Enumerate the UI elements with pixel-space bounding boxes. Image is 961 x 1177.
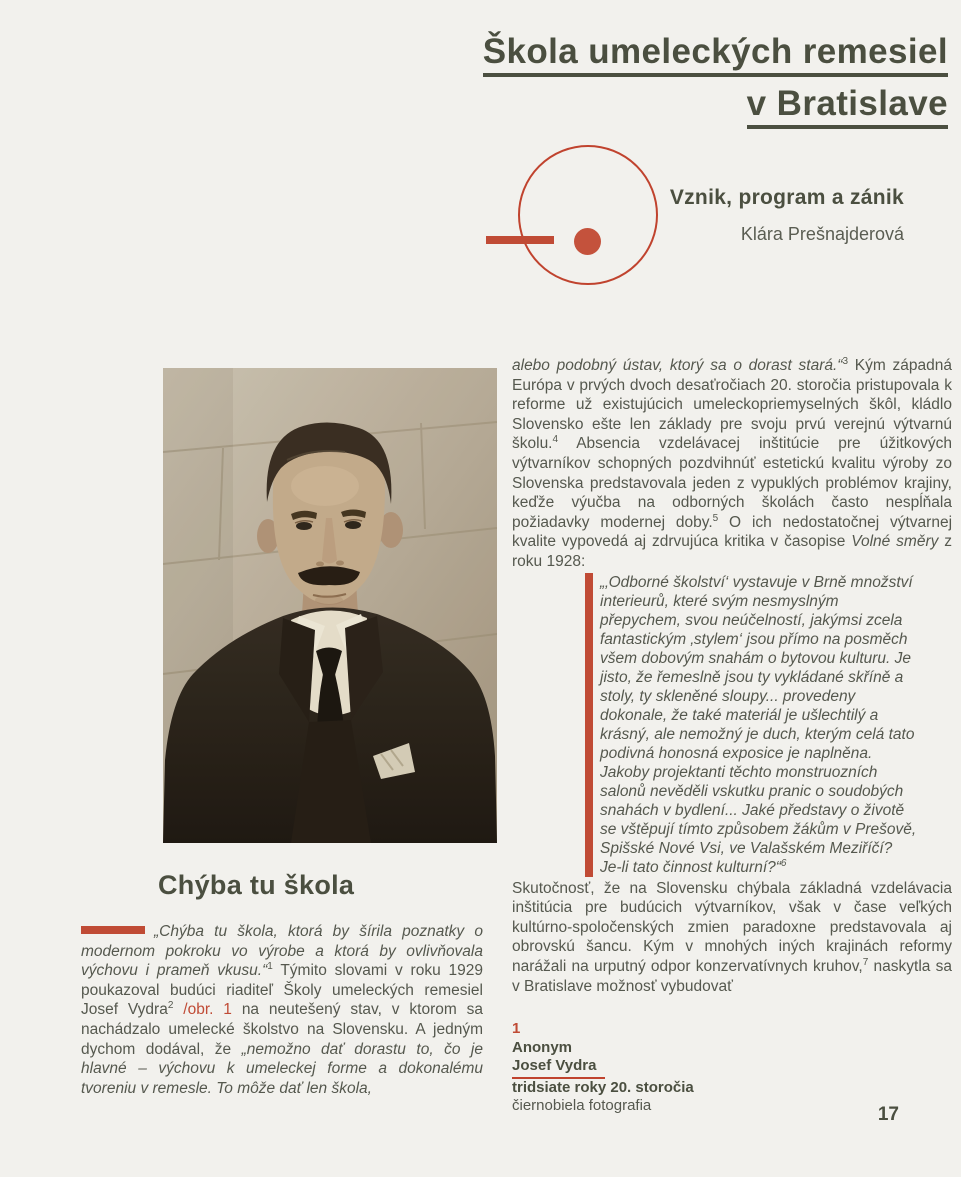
decorative-red-bar <box>486 236 554 244</box>
footnote-ref: 6 <box>780 857 787 869</box>
text-run: Kým západná Európa v prvých dvoch desaťročiach 20. storočia pristupovala k reforme už existujúcich umeleckopriemyselných škôl, kládlo Slovensko ešte len základy pre svoju prvú verejnú výtvarnú školu. <box>512 357 952 453</box>
right-paragraph-2 <box>512 879 952 997</box>
footnote-ref: 7 <box>862 956 869 968</box>
portrait-photo <box>163 368 497 843</box>
footnote-ref: 2 <box>167 1000 174 1012</box>
page-number: 17 <box>877 1104 899 1125</box>
section-heading: Chýba tu škola <box>158 870 355 900</box>
portrait-photo-illustration <box>163 368 497 843</box>
caption-subject: Josef Vydra <box>512 1057 605 1079</box>
right-column <box>512 356 952 1116</box>
text-run: alebo podobný ústav, ktorý sa o dorast stará.“ <box>512 357 843 374</box>
caption-author: Anonym <box>512 1038 572 1056</box>
right-paragraph-1 <box>512 356 952 572</box>
figure-reference: /obr. 1 <box>173 1001 242 1019</box>
paragraph-red-dash <box>81 926 145 934</box>
journal-title: Volné směry <box>851 533 939 551</box>
decorative-circle-outline <box>518 145 658 285</box>
title-line-1 <box>483 34 948 77</box>
footnote-ref: 5 <box>712 512 719 524</box>
title-text-1: Škola umeleckých remesiel <box>483 34 948 77</box>
footnote-ref: 3 <box>842 355 849 367</box>
text-run: „nemožno dať dorastu to, čo je hlavné – výchovu k umeleckej forme a dokonalému tvoreniu v remesle. To môže dať len škola, <box>81 1040 483 1097</box>
title-text-2: v Bratislave <box>747 86 948 129</box>
footnote-ref: 1 <box>267 961 273 973</box>
quote-accent-bar <box>585 573 593 877</box>
text-run: „Chýba tu škola, ktorá by šírila poznatky o modernom pokroku vo výrobe a ktorá by ovlivňovala výchovu i prameň vkusu.“ <box>81 923 483 980</box>
caption-date: tridsiate roky 20. storočia <box>512 1078 694 1096</box>
text-run: z roku 1928: <box>512 533 952 570</box>
text-run: naskytla sa v Bratislave možnosť vybudovať <box>512 957 952 995</box>
text-run: O ich nedostatočnej výtvarnej kvalite vypovedá aj zdrvujúca kritika v časopise <box>512 513 953 551</box>
text-run: na neutešený stav, v ktorom sa nachádzalo umelecké školstvo na Slovensku. A jedným dychom dodával, že <box>81 1001 484 1058</box>
text-run: Absencia vzdelávacej inštitúcie pre úžitkových výtvarníkov schopných pozdvihnúť estetickú kvalitu výroby zo Slovenska predstavovala jeden z vypuklých problémov krajiny, keďže výučba na odborných školách často nespĺňala požiadavky modernej doby. <box>512 435 952 531</box>
author-name: Klára Prešnajderová <box>740 224 904 244</box>
text-run: „‚Odborné školství‘ vystavuje v Brně množství interieurů, které svým nesmyslným přepychem, svou neúčelností, jakýmsi zcela fantastickým ‚stylem‘ jsou přímo na posměch všem dobovým snahám o bytovou kulturu. Je jisto, že řemeslně jsou ty vykládané skříně a stoly, ty skleněné sloupy... provedeny dokonale, že také materiál je ušlechtilý a krásný, ale nemožný je duch, kterým celá tato podivná honosná exposice je naplněna. Jakoby projektanti těchto monstruozních salonů nevěděli vskutku pranic o soudobých snahách v bydlení... Jaké představy o životě se vštěpují tímto způsobem žákům v Prešově, Spišské Nové Vsi, ve Valašském Meziříčí? Je-li tato činnost kulturní?“ <box>600 573 917 876</box>
decorative-red-dot <box>574 228 601 255</box>
caption-medium: čiernobiela fotografia <box>512 1097 652 1115</box>
caption-number: 1 <box>512 1020 521 1038</box>
blockquote <box>585 573 952 877</box>
page-title <box>483 34 948 129</box>
subtitle-block <box>670 186 904 245</box>
text-run: Skutočnosť, že na Slovensku chýbala základná vzdelávacia inštitúcia pre budúcich výtvarníkov, však v čase veľkých kultúrno-spoločenských zmien paradoxne predstavovala aj obrovskú šancu. Kým v mnohých iných krajinách reformy narážali na urputný odpor konzervatívnych kruhov, <box>512 879 952 975</box>
subtitle: Vznik, program a zánik <box>669 186 904 209</box>
title-line-2 <box>483 86 948 129</box>
left-paragraph <box>81 922 483 1098</box>
figure-caption <box>512 1020 952 1116</box>
footnote-ref: 4 <box>552 434 559 446</box>
text-run: Týmito slovami v roku 1929 poukazoval budúci riaditeľ Školy umeleckých remesiel Josef Vydra <box>81 962 483 1019</box>
quote-text <box>593 573 918 877</box>
